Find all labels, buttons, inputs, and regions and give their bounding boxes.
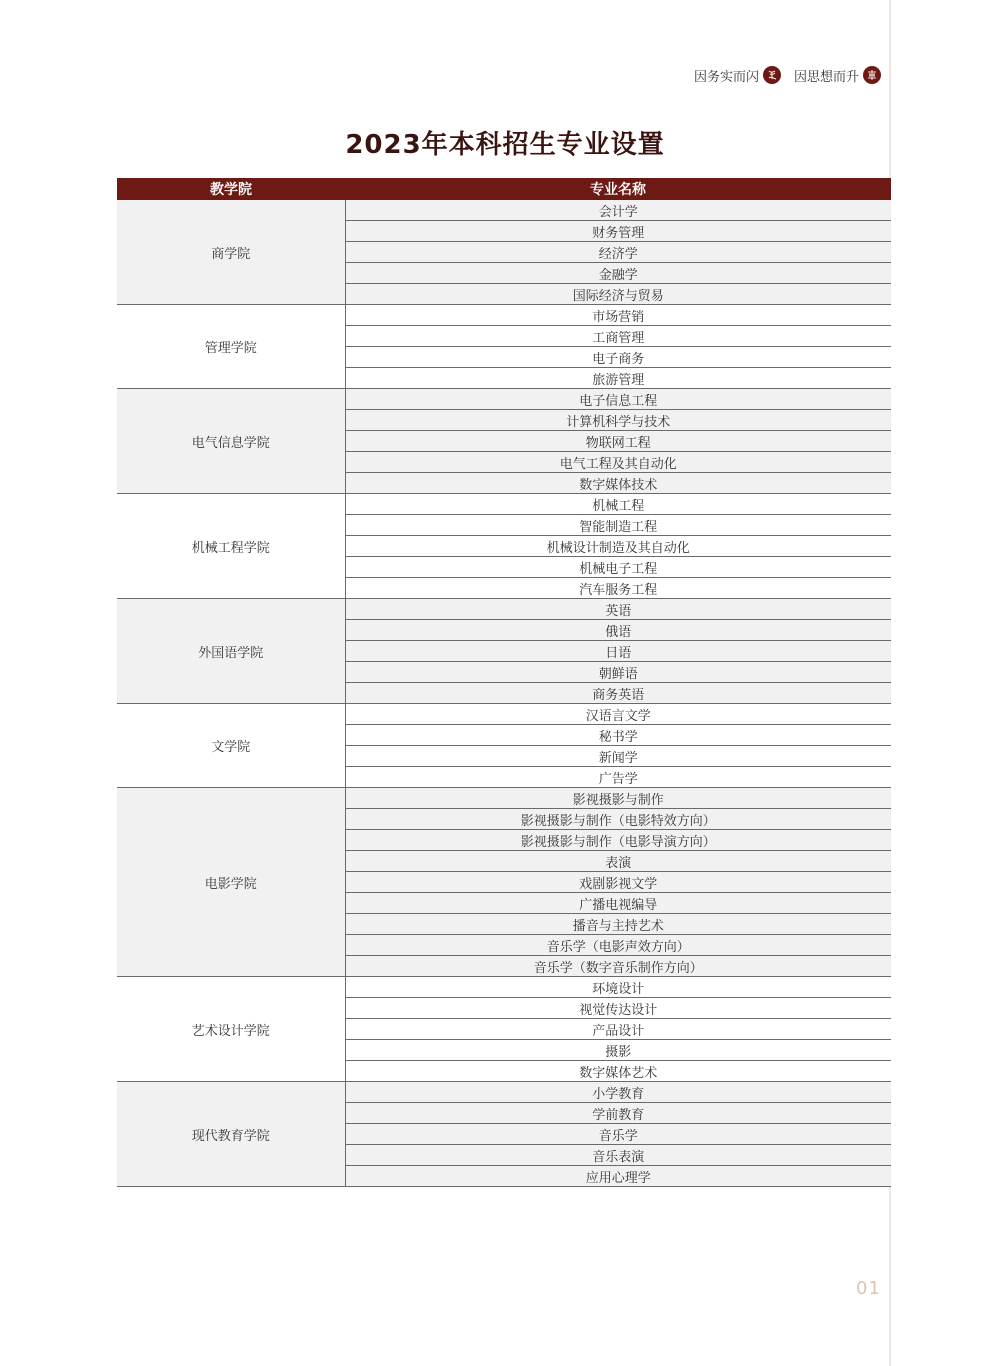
major-name: 广播电视编导 xyxy=(345,893,891,914)
major-name: 音乐学 xyxy=(345,1124,891,1145)
major-name: 视觉传达设计 xyxy=(345,998,891,1019)
major-name: 电子信息工程 xyxy=(345,389,891,410)
major-name: 戏剧影视文学 xyxy=(345,872,891,893)
page-title: 2023年本科招生专业设置 xyxy=(345,130,665,160)
major-name: 电气工程及其自动化 xyxy=(345,452,891,473)
major-name: 影视摄影与制作（电影导演方向） xyxy=(345,830,891,851)
major-name: 商务英语 xyxy=(345,683,891,704)
college-name: 机械工程学院 xyxy=(117,494,345,599)
major-name: 机械设计制造及其自动化 xyxy=(345,536,891,557)
major-name: 摄影 xyxy=(345,1040,891,1061)
major-name: 经济学 xyxy=(345,242,891,263)
major-name: 小学教育 xyxy=(345,1082,891,1103)
column-header-college: 教学院 xyxy=(117,178,345,200)
major-name: 计算机科学与技术 xyxy=(345,410,891,431)
table-row xyxy=(117,1082,891,1103)
slogan-left-text: 因务实而闪 xyxy=(694,69,760,85)
major-name: 英语 xyxy=(345,599,891,620)
table-row xyxy=(117,599,891,620)
major-name: 电子商务 xyxy=(345,347,891,368)
college-name: 艺术设计学院 xyxy=(117,977,345,1082)
major-name: 财务管理 xyxy=(345,221,891,242)
major-name: 数字媒体艺术 xyxy=(345,1061,891,1082)
major-name: 广告学 xyxy=(345,767,891,788)
major-name: 金融学 xyxy=(345,263,891,284)
college-name: 商学院 xyxy=(117,200,345,305)
major-name: 工商管理 xyxy=(345,326,891,347)
major-name: 汉语言文学 xyxy=(345,704,891,725)
major-name: 产品设计 xyxy=(345,1019,891,1040)
table-row xyxy=(117,704,891,725)
major-name: 日语 xyxy=(345,641,891,662)
major-name: 市场营销 xyxy=(345,305,891,326)
college-name: 文学院 xyxy=(117,704,345,788)
major-name: 俄语 xyxy=(345,620,891,641)
table-header-row xyxy=(117,178,891,200)
major-name: 旅游管理 xyxy=(345,368,891,389)
major-name: 国际经济与贸易 xyxy=(345,284,891,305)
major-name: 音乐表演 xyxy=(345,1145,891,1166)
major-name: 机械工程 xyxy=(345,494,891,515)
major-name: 表演 xyxy=(345,851,891,872)
header-slogan-left xyxy=(694,64,781,86)
major-name: 汽车服务工程 xyxy=(345,578,891,599)
major-name: 音乐学（电影声效方向） xyxy=(345,935,891,956)
major-name: 机械电子工程 xyxy=(345,557,891,578)
major-name: 学前教育 xyxy=(345,1103,891,1124)
table-row xyxy=(117,305,891,326)
major-name: 音乐学（数字音乐制作方向） xyxy=(345,956,891,977)
major-name: 影视摄影与制作（电影特效方向） xyxy=(345,809,891,830)
column-header-major: 专业名称 xyxy=(345,178,891,200)
college-name: 现代教育学院 xyxy=(117,1082,345,1187)
seal-icon xyxy=(763,66,781,84)
major-name: 物联网工程 xyxy=(345,431,891,452)
seal-icon xyxy=(863,66,881,84)
major-name: 应用心理学 xyxy=(345,1166,891,1187)
major-name: 影视摄影与制作 xyxy=(345,788,891,809)
major-name: 数字媒体技术 xyxy=(345,473,891,494)
header-slogan-right xyxy=(794,64,881,86)
major-name: 会计学 xyxy=(345,200,891,221)
college-name: 电气信息学院 xyxy=(117,389,345,494)
college-name: 电影学院 xyxy=(117,788,345,977)
major-name: 秘书学 xyxy=(345,725,891,746)
table-row xyxy=(117,200,891,221)
college-name: 外国语学院 xyxy=(117,599,345,704)
major-name: 播音与主持艺术 xyxy=(345,914,891,935)
major-name: 朝鲜语 xyxy=(345,662,891,683)
table-row xyxy=(117,977,891,998)
table-body xyxy=(117,200,891,1187)
major-name: 新闻学 xyxy=(345,746,891,767)
slogan-right-text: 因思想而升 xyxy=(794,69,860,85)
table-row xyxy=(117,389,891,410)
page-number: 01 xyxy=(856,1278,881,1299)
table-row xyxy=(117,788,891,809)
major-name: 环境设计 xyxy=(345,977,891,998)
college-name: 管理学院 xyxy=(117,305,345,389)
major-name: 智能制造工程 xyxy=(345,515,891,536)
table-row xyxy=(117,494,891,515)
majors-table xyxy=(117,178,891,1187)
